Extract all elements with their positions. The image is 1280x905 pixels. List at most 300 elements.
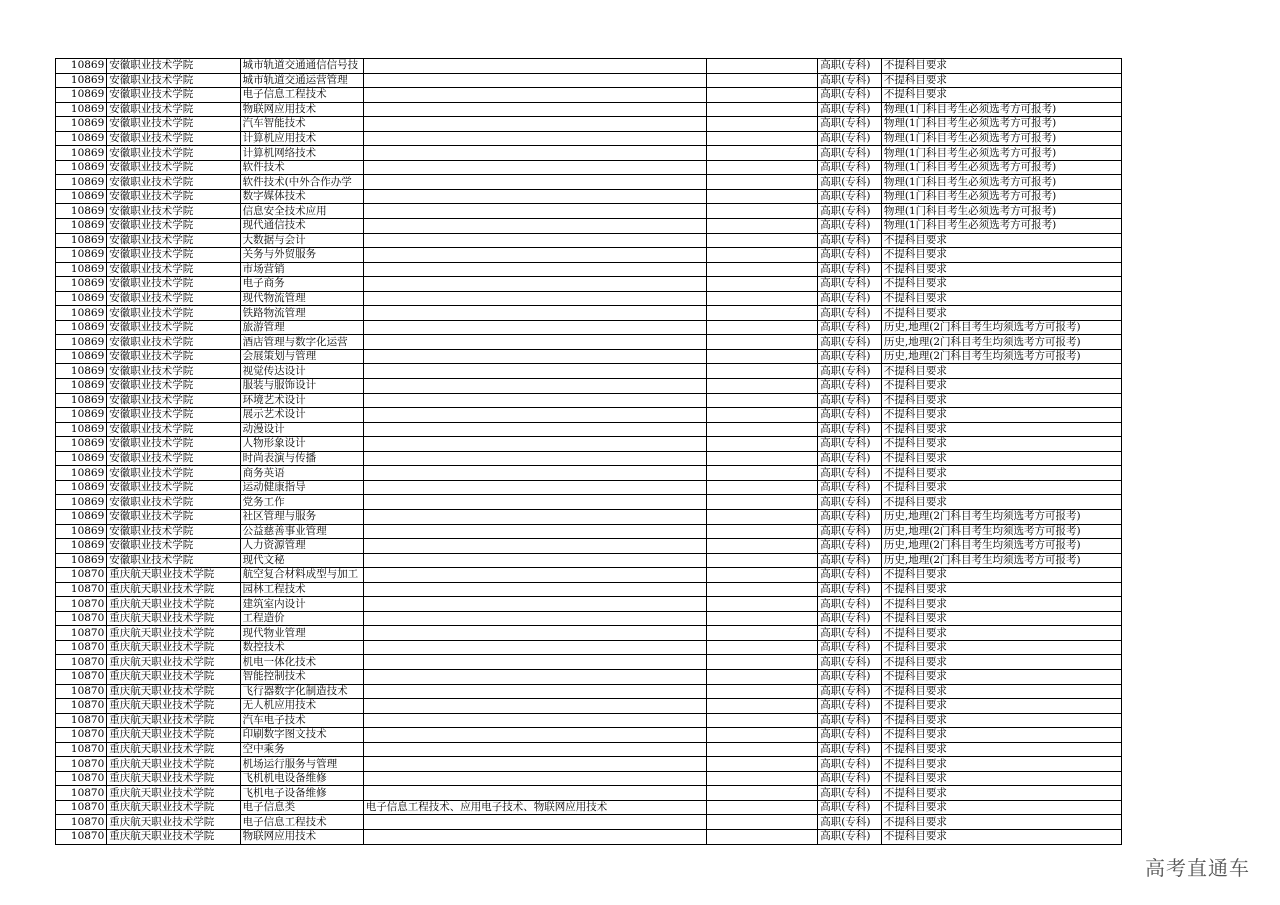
subject-requirement-cell: 不提科目要求 [881,451,1121,466]
school-name-cell: 重庆航天职业技术学院 [107,728,240,743]
included-majors-cell [363,742,707,757]
table-row [56,669,1122,684]
subject-requirement-cell: 不提科目要求 [881,742,1121,757]
table-row [56,524,1122,539]
table-row [56,219,1122,234]
blank-cell [707,131,818,146]
major-name-cell: 汽车电子技术 [240,713,363,728]
level-cell: 高职(专科) [818,131,882,146]
table-row [56,451,1122,466]
school-code-cell: 10870 [56,786,107,801]
level-cell: 高职(专科) [818,713,882,728]
subject-requirement-cell: 不提科目要求 [881,73,1121,88]
blank-cell [707,219,818,234]
included-majors-cell [363,393,707,408]
table-body [56,59,1122,845]
level-cell: 高职(专科) [818,422,882,437]
major-name-cell: 电子信息类 [240,800,363,815]
major-name-cell: 现代物流管理 [240,291,363,306]
table-row [56,829,1122,844]
table-row [56,655,1122,670]
subject-requirement-cell: 不提科目要求 [881,364,1121,379]
major-name-cell: 数控技术 [240,640,363,655]
table-row [56,815,1122,830]
school-code-cell: 10869 [56,364,107,379]
subject-requirement-cell: 不提科目要求 [881,786,1121,801]
blank-cell [707,349,818,364]
major-name-cell: 城市轨道交通通信信号技 [240,59,363,74]
blank-cell [707,160,818,175]
table-row [56,742,1122,757]
included-majors-cell [363,248,707,263]
blank-cell [707,815,818,830]
school-code-cell: 10869 [56,277,107,292]
school-name-cell: 安徽职业技术学院 [107,59,240,74]
school-code-cell: 10869 [56,73,107,88]
subject-requirement-cell: 物理(1门科目考生必须选考方可报考) [881,160,1121,175]
table-row [56,262,1122,277]
subject-requirement-cell: 物理(1门科目考生必须选考方可报考) [881,219,1121,234]
school-name-cell: 重庆航天职业技术学院 [107,568,240,583]
table-row [56,335,1122,350]
school-code-cell: 10870 [56,815,107,830]
subject-requirement-cell: 不提科目要求 [881,466,1121,481]
subject-requirement-cell: 不提科目要求 [881,669,1121,684]
table-row [56,248,1122,263]
included-majors-cell [363,466,707,481]
level-cell: 高职(专科) [818,524,882,539]
table-row [56,379,1122,394]
subject-requirement-cell: 不提科目要求 [881,815,1121,830]
subject-requirement-cell: 不提科目要求 [881,800,1121,815]
school-name-cell: 重庆航天职业技术学院 [107,800,240,815]
school-name-cell: 安徽职业技术学院 [107,364,240,379]
blank-cell [707,248,818,263]
included-majors-cell [363,204,707,219]
included-majors-cell [363,815,707,830]
school-code-cell: 10869 [56,131,107,146]
table-row [56,393,1122,408]
school-code-cell: 10869 [56,335,107,350]
major-name-cell: 计算机网络技术 [240,146,363,161]
level-cell: 高职(专科) [818,219,882,234]
included-majors-cell [363,437,707,452]
blank-cell [707,713,818,728]
subject-requirement-cell: 历史,地理(2门科目考生均须选考方可报考) [881,509,1121,524]
included-majors-cell [363,306,707,321]
major-name-cell: 动漫设计 [240,422,363,437]
included-majors-cell [363,829,707,844]
blank-cell [707,611,818,626]
blank-cell [707,509,818,524]
table-row [56,204,1122,219]
included-majors-cell [363,786,707,801]
admission-table [55,58,1122,845]
included-majors-cell [363,655,707,670]
blank-cell [707,669,818,684]
level-cell: 高职(专科) [818,233,882,248]
level-cell: 高职(专科) [818,189,882,204]
major-name-cell: 运动健康指导 [240,480,363,495]
school-code-cell: 10869 [56,204,107,219]
blank-cell [707,524,818,539]
table-row [56,553,1122,568]
school-code-cell: 10870 [56,582,107,597]
level-cell: 高职(专科) [818,582,882,597]
major-name-cell: 展示艺术设计 [240,408,363,423]
table-row [56,771,1122,786]
included-majors-cell [363,335,707,350]
subject-requirement-cell: 物理(1门科目考生必须选考方可报考) [881,102,1121,117]
subject-requirement-cell: 不提科目要求 [881,408,1121,423]
table-row [56,291,1122,306]
included-majors-cell [363,626,707,641]
school-code-cell: 10869 [56,422,107,437]
included-majors-cell [363,699,707,714]
school-name-cell: 安徽职业技术学院 [107,277,240,292]
blank-cell [707,73,818,88]
school-name-cell: 安徽职业技术学院 [107,189,240,204]
table-row [56,539,1122,554]
school-code-cell: 10869 [56,117,107,132]
subject-requirement-cell: 不提科目要求 [881,59,1121,74]
major-name-cell: 现代通信技术 [240,219,363,234]
table-row [56,568,1122,583]
blank-cell [707,728,818,743]
school-code-cell: 10869 [56,59,107,74]
school-code-cell: 10869 [56,379,107,394]
school-name-cell: 安徽职业技术学院 [107,539,240,554]
blank-cell [707,582,818,597]
school-code-cell: 10870 [56,655,107,670]
included-majors-cell [363,524,707,539]
major-name-cell: 城市轨道交通运营管理 [240,73,363,88]
school-code-cell: 10869 [56,175,107,190]
major-name-cell: 公益慈善事业管理 [240,524,363,539]
level-cell: 高职(专科) [818,655,882,670]
major-name-cell: 关务与外贸服务 [240,248,363,263]
included-majors-cell [363,553,707,568]
table-row [56,59,1122,74]
major-name-cell: 软件技术(中外合作办学 [240,175,363,190]
blank-cell [707,757,818,772]
major-name-cell: 物联网应用技术 [240,829,363,844]
major-name-cell: 数字媒体技术 [240,189,363,204]
subject-requirement-cell: 不提科目要求 [881,757,1121,772]
blank-cell [707,495,818,510]
table-row [56,306,1122,321]
included-majors-cell [363,131,707,146]
level-cell: 高职(专科) [818,829,882,844]
school-code-cell: 10870 [56,800,107,815]
school-code-cell: 10869 [56,539,107,554]
major-name-cell: 机场运行服务与管理 [240,757,363,772]
table-row [56,466,1122,481]
blank-cell [707,364,818,379]
subject-requirement-cell: 物理(1门科目考生必须选考方可报考) [881,175,1121,190]
major-name-cell: 工程造价 [240,611,363,626]
blank-cell [707,640,818,655]
level-cell: 高职(专科) [818,393,882,408]
included-majors-cell [363,422,707,437]
table-row [56,786,1122,801]
school-name-cell: 重庆航天职业技术学院 [107,640,240,655]
school-name-cell: 重庆航天职业技术学院 [107,669,240,684]
major-name-cell: 社区管理与服务 [240,509,363,524]
major-name-cell: 酒店管理与数字化运营 [240,335,363,350]
level-cell: 高职(专科) [818,553,882,568]
table-row [56,349,1122,364]
level-cell: 高职(专科) [818,88,882,103]
school-code-cell: 10870 [56,757,107,772]
school-code-cell: 10870 [56,597,107,612]
blank-cell [707,277,818,292]
school-code-cell: 10870 [56,684,107,699]
level-cell: 高职(专科) [818,699,882,714]
table-row [56,160,1122,175]
school-code-cell: 10870 [56,669,107,684]
major-name-cell: 航空复合材料成型与加工 [240,568,363,583]
school-code-cell: 10869 [56,451,107,466]
school-code-cell: 10869 [56,146,107,161]
table-row [56,102,1122,117]
school-name-cell: 重庆航天职业技术学院 [107,742,240,757]
blank-cell [707,393,818,408]
blank-cell [707,320,818,335]
major-name-cell: 建筑室内设计 [240,597,363,612]
table-row [56,437,1122,452]
included-majors-cell [363,59,707,74]
included-majors-cell [363,408,707,423]
blank-cell [707,699,818,714]
school-code-cell: 10870 [56,771,107,786]
level-cell: 高职(专科) [818,364,882,379]
school-code-cell: 10870 [56,626,107,641]
blank-cell [707,829,818,844]
level-cell: 高职(专科) [818,611,882,626]
school-code-cell: 10870 [56,728,107,743]
school-code-cell: 10869 [56,189,107,204]
included-majors-cell [363,219,707,234]
included-majors-cell [363,597,707,612]
table-row [56,640,1122,655]
blank-cell [707,189,818,204]
level-cell: 高职(专科) [818,102,882,117]
level-cell: 高职(专科) [818,160,882,175]
table-row [56,73,1122,88]
major-name-cell: 智能控制技术 [240,669,363,684]
table-row [56,146,1122,161]
blank-cell [707,742,818,757]
subject-requirement-cell: 不提科目要求 [881,582,1121,597]
included-majors-cell [363,611,707,626]
included-majors-cell [363,349,707,364]
school-code-cell: 10869 [56,437,107,452]
included-majors-cell: 电子信息工程技术、应用电子技术、物联网应用技术 [363,800,707,815]
school-code-cell: 10869 [56,262,107,277]
major-name-cell: 服装与服饰设计 [240,379,363,394]
blank-cell [707,379,818,394]
major-name-cell: 软件技术 [240,160,363,175]
subject-requirement-cell: 历史,地理(2门科目考生均须选考方可报考) [881,349,1121,364]
school-name-cell: 安徽职业技术学院 [107,451,240,466]
blank-cell [707,539,818,554]
school-code-cell: 10869 [56,509,107,524]
school-code-cell: 10869 [56,88,107,103]
major-name-cell: 现代文秘 [240,553,363,568]
school-name-cell: 重庆航天职业技术学院 [107,655,240,670]
level-cell: 高职(专科) [818,815,882,830]
subject-requirement-cell: 不提科目要求 [881,611,1121,626]
school-name-cell: 安徽职业技术学院 [107,102,240,117]
subject-requirement-cell: 不提科目要求 [881,291,1121,306]
school-name-cell: 安徽职业技术学院 [107,379,240,394]
subject-requirement-cell: 不提科目要求 [881,379,1121,394]
level-cell: 高职(专科) [818,408,882,423]
school-code-cell: 10869 [56,480,107,495]
included-majors-cell [363,233,707,248]
subject-requirement-cell: 不提科目要求 [881,728,1121,743]
included-majors-cell [363,684,707,699]
major-name-cell: 旅游管理 [240,320,363,335]
school-name-cell: 安徽职业技术学院 [107,466,240,481]
major-name-cell: 现代物业管理 [240,626,363,641]
included-majors-cell [363,669,707,684]
level-cell: 高职(专科) [818,626,882,641]
school-name-cell: 安徽职业技术学院 [107,204,240,219]
school-code-cell: 10869 [56,233,107,248]
level-cell: 高职(专科) [818,640,882,655]
blank-cell [707,684,818,699]
school-code-cell: 10870 [56,742,107,757]
subject-requirement-cell: 历史,地理(2门科目考生均须选考方可报考) [881,539,1121,554]
blank-cell [707,175,818,190]
level-cell: 高职(专科) [818,742,882,757]
level-cell: 高职(专科) [818,277,882,292]
table-row [56,713,1122,728]
table-row [56,728,1122,743]
blank-cell [707,291,818,306]
included-majors-cell [363,291,707,306]
school-name-cell: 安徽职业技术学院 [107,262,240,277]
school-code-cell: 10869 [56,408,107,423]
subject-requirement-cell: 物理(1门科目考生必须选考方可报考) [881,189,1121,204]
school-name-cell: 安徽职业技术学院 [107,175,240,190]
included-majors-cell [363,189,707,204]
major-name-cell: 计算机应用技术 [240,131,363,146]
level-cell: 高职(专科) [818,306,882,321]
subject-requirement-cell: 不提科目要求 [881,277,1121,292]
major-name-cell: 机电一体化技术 [240,655,363,670]
table-row [56,800,1122,815]
level-cell: 高职(专科) [818,451,882,466]
blank-cell [707,480,818,495]
school-code-cell: 10869 [56,306,107,321]
subject-requirement-cell: 不提科目要求 [881,626,1121,641]
table-row [56,131,1122,146]
level-cell: 高职(专科) [818,262,882,277]
level-cell: 高职(专科) [818,437,882,452]
school-name-cell: 安徽职业技术学院 [107,160,240,175]
level-cell: 高职(专科) [818,349,882,364]
level-cell: 高职(专科) [818,509,882,524]
included-majors-cell [363,480,707,495]
major-name-cell: 电子商务 [240,277,363,292]
subject-requirement-cell: 历史,地理(2门科目考生均须选考方可报考) [881,553,1121,568]
major-name-cell: 电子信息工程技术 [240,815,363,830]
included-majors-cell [363,262,707,277]
blank-cell [707,408,818,423]
watermark: 高考直通车 [1145,856,1250,880]
level-cell: 高职(专科) [818,379,882,394]
school-code-cell: 10869 [56,349,107,364]
subject-requirement-cell: 不提科目要求 [881,262,1121,277]
school-code-cell: 10870 [56,713,107,728]
table-row [56,480,1122,495]
school-name-cell: 安徽职业技术学院 [107,437,240,452]
included-majors-cell [363,88,707,103]
blank-cell [707,437,818,452]
school-name-cell: 重庆航天职业技术学院 [107,757,240,772]
school-name-cell: 重庆航天职业技术学院 [107,771,240,786]
school-code-cell: 10869 [56,466,107,481]
included-majors-cell [363,102,707,117]
school-name-cell: 重庆航天职业技术学院 [107,713,240,728]
major-name-cell: 飞机电子设备维修 [240,786,363,801]
major-name-cell: 商务英语 [240,466,363,481]
included-majors-cell [363,539,707,554]
table-row [56,611,1122,626]
included-majors-cell [363,364,707,379]
included-majors-cell [363,728,707,743]
school-name-cell: 安徽职业技术学院 [107,117,240,132]
included-majors-cell [363,175,707,190]
level-cell: 高职(专科) [818,786,882,801]
blank-cell [707,335,818,350]
major-name-cell: 园林工程技术 [240,582,363,597]
subject-requirement-cell: 不提科目要求 [881,713,1121,728]
included-majors-cell [363,640,707,655]
subject-requirement-cell: 不提科目要求 [881,568,1121,583]
table-row [56,320,1122,335]
subject-requirement-cell: 不提科目要求 [881,248,1121,263]
school-code-cell: 10870 [56,611,107,626]
major-name-cell: 人力资源管理 [240,539,363,554]
subject-requirement-cell: 不提科目要求 [881,480,1121,495]
level-cell: 高职(专科) [818,757,882,772]
school-name-cell: 安徽职业技术学院 [107,349,240,364]
included-majors-cell [363,757,707,772]
included-majors-cell [363,146,707,161]
school-name-cell: 安徽职业技术学院 [107,291,240,306]
level-cell: 高职(专科) [818,539,882,554]
major-name-cell: 环境艺术设计 [240,393,363,408]
school-code-cell: 10870 [56,829,107,844]
subject-requirement-cell: 不提科目要求 [881,393,1121,408]
level-cell: 高职(专科) [818,771,882,786]
school-name-cell: 重庆航天职业技术学院 [107,829,240,844]
school-name-cell: 安徽职业技术学院 [107,146,240,161]
table-row [56,757,1122,772]
blank-cell [707,146,818,161]
level-cell: 高职(专科) [818,248,882,263]
blank-cell [707,655,818,670]
school-name-cell: 安徽职业技术学院 [107,408,240,423]
school-code-cell: 10869 [56,291,107,306]
major-name-cell: 飞机机电设备维修 [240,771,363,786]
subject-requirement-cell: 不提科目要求 [881,233,1121,248]
included-majors-cell [363,320,707,335]
